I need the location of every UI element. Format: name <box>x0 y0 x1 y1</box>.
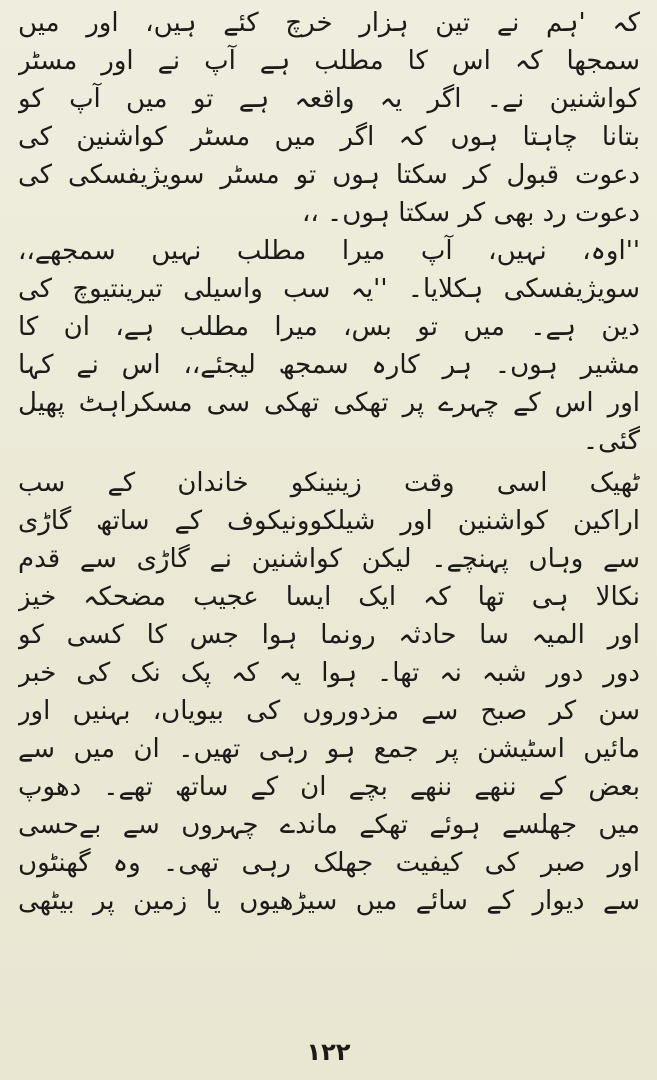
paragraph-1 <box>18 4 640 232</box>
text-line: سمجھا کہ اس کا مطلب ہے آپ نے اور مسٹر <box>18 46 640 76</box>
text-line: سے دیوار کے سائے میں سیڑھیوں یا زمین پر بیٹھی <box>18 886 640 916</box>
text-line: بتانا چاہتا ہوں کہ اگر میں مسٹر کواشنین کی <box>18 122 640 152</box>
text-line: میں جھلسے ہوئے تھکے ماندے چہروں سے بےحسی <box>18 810 640 840</box>
text-line: کواشنین نے۔ اگر یہ واقعہ ہے تو میں آپ کو <box>18 84 640 114</box>
text-line: اور اس کے چہرے پر تھکی تھکی سی مسکراہٹ پھیل <box>18 388 640 418</box>
text-line: اور صبر کی کیفیت جھلک رہی تھی۔ وہ گھنٹوں <box>18 848 640 878</box>
text-line: اراکین کواشنین اور شیلکوونیکوف کے ساتھ گاڑی <box>18 506 640 536</box>
text-line: گئی۔ <box>582 426 640 456</box>
text-line: سن کر صبح سے مزدوروں کی بیویاں، بہنیں اور <box>18 696 640 726</box>
text-line: دعوت قبول کر سکتا ہوں تو مسٹر سویژیفسکی کی <box>18 160 640 190</box>
text-line: ٹھیک اسی وقت زینینکو خاندان کے سب <box>18 468 640 498</box>
text-line: دعوت رد بھی کر سکتا ہوں۔ ،، <box>301 198 640 228</box>
text-line: اور المیہ سا حادثہ رونما ہوا جس کا کسی کو <box>18 620 640 650</box>
text-line: مشیر ہوں۔ ہر کارہ سمجھ لیجئے،، اس نے کہا <box>18 350 640 380</box>
text-line: دین ہے۔ میں تو بس، میرا مطلب ہے، ان کا <box>18 312 640 342</box>
text-line: بعض کے ننھے ننھے بچے ان کے ساتھ تھے۔ دھوپ <box>18 772 640 802</box>
text-line: دور دور شبہ نہ تھا۔ ہوا یہ کہ پک نک کی خبر <box>18 658 640 688</box>
paragraph-3 <box>18 464 640 920</box>
text-line: نکالا ہی تھا کہ ایک ایسا عجیب مضحکہ خیز <box>18 582 640 612</box>
paragraph-2 <box>18 232 640 460</box>
text-line: سویژیفسکی ہکلایا۔ ''یہ سب واسیلی تیرینتیوچ کی <box>18 274 640 304</box>
text-line: سے وہاں پہنچے۔ لیکن کواشنین نے گاڑی سے قدم <box>18 544 640 574</box>
text-line: کہ 'ہم نے تین ہزار خرچ کئے ہیں، اور میں <box>18 8 640 38</box>
text-line: ''اوہ، نہیں، آپ میرا مطلب نہیں سمجھے،، <box>18 236 640 266</box>
page-number: ۱۲۲ <box>306 1038 351 1066</box>
body-text <box>18 4 640 920</box>
text-line: مائیں اسٹیشن پر جمع ہو رہی تھیں۔ ان میں سے <box>18 734 640 764</box>
